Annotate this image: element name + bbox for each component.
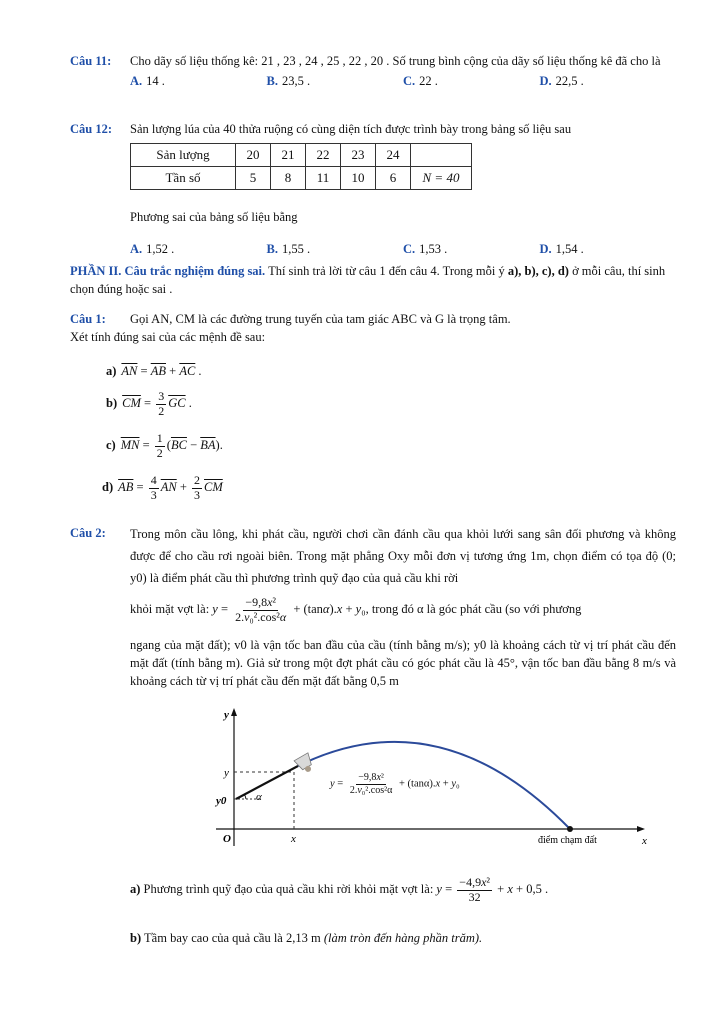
- table-header-cell: Sản lượng: [131, 144, 236, 167]
- x-axis-label: x: [642, 835, 647, 847]
- question-1-text: Gọi AN, CM là các đường trung tuyến của tam giác ABC và G là trọng tâm.: [130, 312, 511, 326]
- table-cell: 21: [271, 144, 306, 167]
- question-12-prompt: Phương sai của bảng số liệu bằng: [130, 210, 298, 224]
- alpha-label: α: [256, 791, 262, 803]
- landing-label: điểm chạm đất: [538, 835, 597, 846]
- part-2-title: PHẦN II. Câu trắc nghiệm đúng sai.: [70, 264, 266, 278]
- y-axis-arrow-icon: [231, 708, 237, 716]
- question-12-options: [130, 240, 676, 258]
- y-axis-label: y: [224, 709, 229, 721]
- statement-1c[interactable]: c) $\overline{MN}$ = $\frac{1}{2}$ $(\overline{BC} - \overline{BA})$.: [106, 431, 223, 460]
- option-d[interactable]: D. 1,54 .: [539, 242, 584, 256]
- question-11-text: Cho dãy số liệu thống kê: 21 , 23 , 24 , 25 , 22 , 20 . Số trung bình cộng của dãy số liệu thống kê đã cho là: [130, 54, 661, 68]
- question-11-label: Câu 11:: [70, 54, 112, 68]
- x-mark: x: [291, 833, 296, 845]
- question-2-paragraph-2: ngang của mặt đất); v0 là vận tốc ban đầu của cầu (tính bằng m/s); y0 là khoảng cách từ vị trí phát cầu đến mặt đất (tính bằng m). Giả sử trong một đợt phát cầu có góc phát cầu là 45°, vận tốc ban đầu bằng 8 m/s và khoảng cách từ vị trí phát cầu đến mặt đất bằng 0,5 m: [130, 638, 676, 689]
- statement-1a[interactable]: a) $\overline{AN} = \overline{AB} + \overline{AC}$ .: [106, 364, 202, 378]
- question-11: [70, 52, 676, 90]
- option-c[interactable]: C. 22 .: [403, 74, 438, 89]
- option-b[interactable]: B. 23,5 .: [266, 74, 311, 89]
- option-c[interactable]: C. 1,53 .: [403, 242, 448, 256]
- shuttlecock-icon: [294, 753, 316, 776]
- table-cell: 5: [236, 167, 271, 190]
- table-cell: 20: [236, 144, 271, 167]
- statement-2b[interactable]: b) Tầm bay cao của quả cầu là 2,13 m (làm tròn đến hàng phần trăm).: [130, 931, 483, 945]
- table-cell: 23: [341, 144, 376, 167]
- table-row: [131, 167, 472, 190]
- option-b[interactable]: B. 1,55 .: [266, 242, 311, 256]
- frequency-table: [130, 143, 472, 190]
- question-12-label: Câu 12:: [70, 122, 113, 136]
- question-11-options: [130, 72, 676, 90]
- option-a[interactable]: A. 14 .: [130, 74, 165, 89]
- question-12-options-wrap: [70, 238, 676, 258]
- statement-1d[interactable]: d) $\overline{AB}$ = $\frac{4}{3}$ $\overline{AN}$ + $\frac{2}{3}$ $\overline{CM}$: [102, 473, 223, 502]
- question-1-intro: Xét tính đúng sai của các mệnh đề sau:: [70, 330, 266, 345]
- table-header-cell: Tần số: [131, 167, 236, 190]
- statement-question-1: [70, 310, 676, 346]
- landing-point: [567, 826, 573, 832]
- question-2-paragraph: Trong môn cầu lông, khi phát cầu, người chơi cần đánh cầu qua khỏi lưới sang sân đối phương và không được để cho cầu rơi ngoài biên. Trong mặt phẳng Oxy mỗi đơn vị tương ứng 1m, chọn điểm có tọa độ (0; y0) là điểm phát cầu thì phương trình quỹ đạo của quả cầu khi rời: [130, 527, 676, 585]
- table-cell: 22: [306, 144, 341, 167]
- statement-2a[interactable]: a) Phương trình quỹ đạo của quả cầu khi rời khỏi mặt vợt là: y = $\frac{\text{−4,9x²}}{32}$ + x + 0,5 .: [130, 875, 549, 904]
- question-12: [70, 120, 676, 138]
- option-a[interactable]: A. 1,52 .: [130, 242, 175, 256]
- y-mark: y: [224, 767, 229, 779]
- question-2-formula-line: khỏi mặt vợt là: y = $\frac{\text{−9,8x²}}{\text{2.v₀².cos²α}}$ + (tanα).x + y₀, trong đó α là góc phát cầu (so với phương: [130, 595, 582, 624]
- table-row: [131, 144, 472, 167]
- table-cell: [411, 144, 472, 167]
- part-2-instructions: PHẦN II. Câu trắc nghiệm đúng sai. Thí sinh trả lời từ câu 1 đến câu 4. Trong mỗi ý a), b), c), d) ở mỗi câu, thí sinh chọn đúng hoặc sai .: [70, 264, 666, 297]
- question-12-text: Sản lượng lúa của 40 thửa ruộng có cùng diện tích được trình bày trong bảng số liệu sau: [130, 122, 572, 136]
- y0-mark: y0: [216, 795, 227, 807]
- table-cell: 10: [341, 167, 376, 190]
- figure-equation: y = $\frac{\text{−9,8x²}}{\text{2.v₀².cos²α}}$ + (tanα).x + y₀: [330, 772, 460, 796]
- option-d[interactable]: D. 22,5 .: [539, 74, 584, 89]
- origin-label: O: [223, 833, 231, 845]
- launch-line: [236, 766, 298, 799]
- table-cell: 6: [376, 167, 411, 190]
- table-cell: 24: [376, 144, 411, 167]
- statement-question-2: [70, 524, 676, 590]
- statement-1b[interactable]: b) $\overline{CM}$ = $\frac{3}{2}$ $\overline{GC}$ .: [106, 389, 192, 418]
- table-cell: 8: [271, 167, 306, 190]
- question-1-label: Câu 1:: [70, 312, 106, 326]
- table-cell: 11: [306, 167, 341, 190]
- x-axis-arrow-icon: [637, 826, 645, 832]
- question-2-label: Câu 2:: [70, 526, 106, 540]
- frequency-table-wrap: [130, 143, 472, 190]
- table-cell: N = 40: [411, 167, 472, 190]
